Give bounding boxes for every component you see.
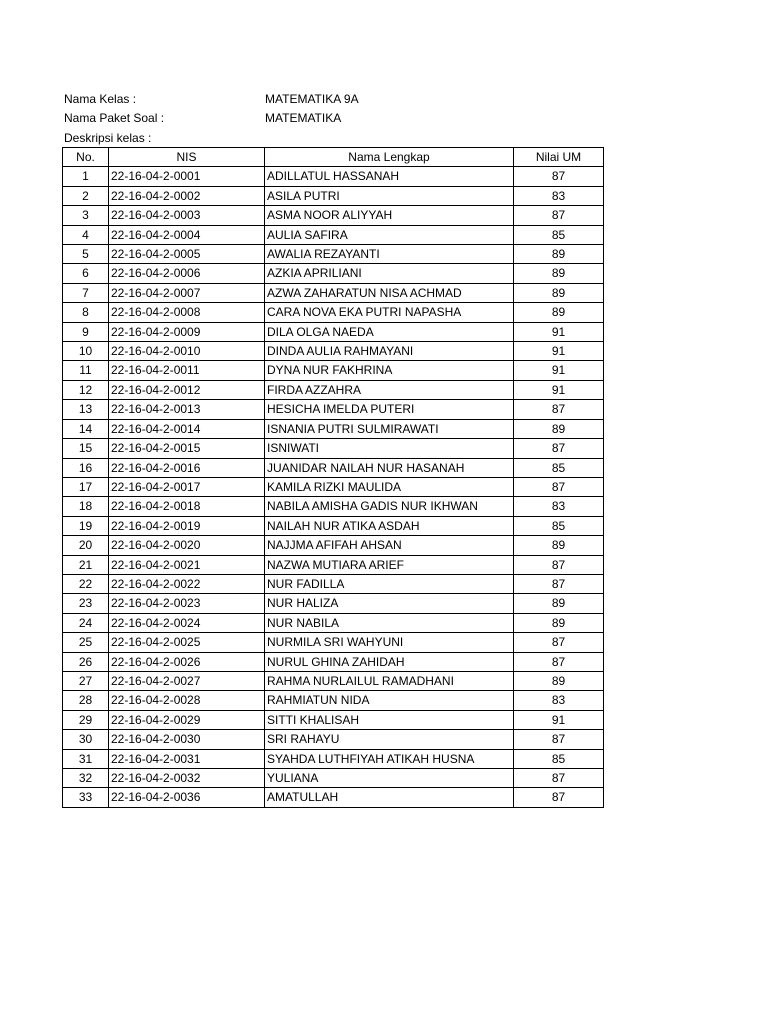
student-score: 87: [514, 574, 604, 593]
student-nis: 22-16-04-2-0031: [109, 749, 265, 768]
student-score: 87: [514, 400, 604, 419]
package-name-value: MATEMATIKA: [265, 111, 342, 126]
student-name: RAHMIATUN NIDA: [265, 691, 514, 710]
student-name: NABILA AMISHA GADIS NUR IKHWAN: [265, 497, 514, 516]
student-nis: 22-16-04-2-0005: [109, 245, 265, 264]
student-score: 91: [514, 342, 604, 361]
student-nis: 22-16-04-2-0001: [109, 167, 265, 186]
row-number: 2: [63, 186, 109, 205]
student-score: 89: [514, 613, 604, 632]
class-description-value: [265, 129, 604, 148]
table-row: [63, 574, 604, 593]
table-row: [63, 730, 604, 749]
student-name: RAHMA NURLAILUL RAMADHANI: [265, 671, 514, 690]
student-score: 91: [514, 710, 604, 729]
table-row: [63, 788, 604, 807]
student-score: 89: [514, 245, 604, 264]
student-score: 89: [514, 264, 604, 283]
row-number: 14: [63, 419, 109, 438]
row-number: 19: [63, 516, 109, 535]
row-number: 7: [63, 283, 109, 302]
row-number: 22: [63, 574, 109, 593]
student-nis: 22-16-04-2-0007: [109, 283, 265, 302]
class-description-row: [64, 129, 604, 148]
student-name: ISNANIA PUTRI SULMIRAWATI: [265, 419, 514, 438]
student-nis: 22-16-04-2-0009: [109, 322, 265, 341]
student-name: NAILAH NUR ATIKA ASDAH: [265, 516, 514, 535]
student-score: 87: [514, 555, 604, 574]
row-number: 27: [63, 671, 109, 690]
student-nis: 22-16-04-2-0029: [109, 710, 265, 729]
student-score: 87: [514, 633, 604, 652]
student-score: 85: [514, 516, 604, 535]
student-nis: 22-16-04-2-0013: [109, 400, 265, 419]
table-row: [63, 594, 604, 613]
student-nis: 22-16-04-2-0036: [109, 788, 265, 807]
student-name: NUR HALIZA: [265, 594, 514, 613]
student-nis: 22-16-04-2-0026: [109, 652, 265, 671]
student-score: 87: [514, 439, 604, 458]
student-name: JUANIDAR NAILAH NUR HASANAH: [265, 458, 514, 477]
student-nis: 22-16-04-2-0021: [109, 555, 265, 574]
student-name: AWALIA REZAYANTI: [265, 245, 514, 264]
student-name: SYAHDA LUTHFIYAH ATIKAH HUSNA: [265, 749, 514, 768]
table-row: [63, 361, 604, 380]
student-nis: 22-16-04-2-0012: [109, 380, 265, 399]
table-row: [63, 497, 604, 516]
student-score: 87: [514, 477, 604, 496]
student-score: 83: [514, 691, 604, 710]
student-nis: 22-16-04-2-0008: [109, 303, 265, 322]
row-number: 20: [63, 536, 109, 555]
package-name-row: [64, 109, 604, 128]
table-row: [63, 458, 604, 477]
table-row: [63, 613, 604, 632]
student-nis: 22-16-04-2-0020: [109, 536, 265, 555]
class-info: [64, 90, 604, 148]
table-row: [63, 380, 604, 399]
table-row: [63, 322, 604, 341]
student-name: DILA OLGA NAEDA: [265, 322, 514, 341]
table-row: [63, 439, 604, 458]
table-row: [63, 303, 604, 322]
student-nis: 22-16-04-2-0022: [109, 574, 265, 593]
student-nis: 22-16-04-2-0004: [109, 225, 265, 244]
student-name: CARA NOVA EKA PUTRI NAPASHA: [265, 303, 514, 322]
student-name: SITTI KHALISAH: [265, 710, 514, 729]
table-header-row: [63, 148, 604, 167]
student-score: 89: [514, 419, 604, 438]
table-row: [63, 245, 604, 264]
row-number: 18: [63, 497, 109, 516]
class-name-row: [64, 90, 604, 109]
student-name: DYNA NUR FAKHRINA: [265, 361, 514, 380]
student-name: FIRDA AZZAHRA: [265, 380, 514, 399]
student-name: NURMILA SRI WAHYUNI: [265, 633, 514, 652]
row-number: 23: [63, 594, 109, 613]
student-score: 89: [514, 303, 604, 322]
student-name: AZKIA APRILIANI: [265, 264, 514, 283]
student-nis: 22-16-04-2-0017: [109, 477, 265, 496]
row-number: 1: [63, 167, 109, 186]
student-nis: 22-16-04-2-0016: [109, 458, 265, 477]
student-name: AZWA ZAHARATUN NISA ACHMAD: [265, 283, 514, 302]
row-number: 6: [63, 264, 109, 283]
table-row: [63, 710, 604, 729]
row-number: 17: [63, 477, 109, 496]
table-row: [63, 186, 604, 205]
student-score: 85: [514, 225, 604, 244]
student-score: 87: [514, 167, 604, 186]
student-name: ISNIWATI: [265, 439, 514, 458]
table-row: [63, 225, 604, 244]
row-number: 4: [63, 225, 109, 244]
row-number: 30: [63, 730, 109, 749]
table-row: [63, 206, 604, 225]
student-score: 89: [514, 594, 604, 613]
student-nis: 22-16-04-2-0019: [109, 516, 265, 535]
student-name: NUR FADILLA: [265, 574, 514, 593]
student-score: 89: [514, 536, 604, 555]
student-nis: 22-16-04-2-0025: [109, 633, 265, 652]
student-score: 87: [514, 652, 604, 671]
student-score: 87: [514, 769, 604, 788]
table-row: [63, 419, 604, 438]
student-nis: 22-16-04-2-0003: [109, 206, 265, 225]
student-nis: 22-16-04-2-0028: [109, 691, 265, 710]
class-name-value: MATEMATIKA 9A: [265, 92, 359, 106]
student-name: AMATULLAH: [265, 788, 514, 807]
student-score: 91: [514, 322, 604, 341]
student-score: 83: [514, 186, 604, 205]
row-number: 13: [63, 400, 109, 419]
row-number: 24: [63, 613, 109, 632]
student-score: 85: [514, 749, 604, 768]
student-score: 91: [514, 361, 604, 380]
student-nis: 22-16-04-2-0011: [109, 361, 265, 380]
student-name: ASMA NOOR ALIYYAH: [265, 206, 514, 225]
row-number: 21: [63, 555, 109, 574]
row-number: 8: [63, 303, 109, 322]
table-row: [63, 477, 604, 496]
table-row: [63, 167, 604, 186]
grades-table: [62, 147, 604, 808]
table-row: [63, 264, 604, 283]
row-number: 3: [63, 206, 109, 225]
row-number: 32: [63, 769, 109, 788]
row-number: 12: [63, 380, 109, 399]
student-score: 85: [514, 458, 604, 477]
student-nis: 22-16-04-2-0023: [109, 594, 265, 613]
column-header-name: Nama Lengkap: [265, 148, 514, 167]
table-row: [63, 536, 604, 555]
student-nis: 22-16-04-2-0027: [109, 671, 265, 690]
student-score: 89: [514, 283, 604, 302]
student-name: AULIA SAFIRA: [265, 225, 514, 244]
row-number: 16: [63, 458, 109, 477]
package-name-label: Nama Paket Soal :: [64, 111, 165, 126]
row-number: 31: [63, 749, 109, 768]
student-score: 87: [514, 206, 604, 225]
row-number: 10: [63, 342, 109, 361]
student-nis: 22-16-04-2-0015: [109, 439, 265, 458]
student-name: NUR NABILA: [265, 613, 514, 632]
table-row: [63, 400, 604, 419]
student-nis: 22-16-04-2-0014: [109, 419, 265, 438]
student-score: 87: [514, 730, 604, 749]
table-row: [63, 555, 604, 574]
student-nis: 22-16-04-2-0030: [109, 730, 265, 749]
student-nis: 22-16-04-2-0002: [109, 186, 265, 205]
row-number: 11: [63, 361, 109, 380]
table-row: [63, 691, 604, 710]
table-row: [63, 516, 604, 535]
student-nis: 22-16-04-2-0018: [109, 497, 265, 516]
student-name: KAMILA RIZKI MAULIDA: [265, 477, 514, 496]
student-nis: 22-16-04-2-0010: [109, 342, 265, 361]
row-number: 28: [63, 691, 109, 710]
row-number: 33: [63, 788, 109, 807]
table-row: [63, 633, 604, 652]
student-name: ADILLATUL HASSANAH: [265, 167, 514, 186]
student-score: 91: [514, 380, 604, 399]
student-score: 87: [514, 788, 604, 807]
class-name-label: Nama Kelas :: [64, 92, 137, 106]
class-description-label: Deskripsi kelas :: [64, 130, 152, 145]
student-name: YULIANA: [265, 769, 514, 788]
table-row: [63, 283, 604, 302]
student-score: 89: [514, 671, 604, 690]
table-row: [63, 749, 604, 768]
student-name: ASILA PUTRI: [265, 186, 514, 205]
row-number: 9: [63, 322, 109, 341]
column-header-nis: NIS: [109, 148, 265, 167]
student-name: SRI RAHAYU: [265, 730, 514, 749]
student-name: NURUL GHINA ZAHIDAH: [265, 652, 514, 671]
table-row: [63, 671, 604, 690]
table-row: [63, 342, 604, 361]
table-row: [63, 652, 604, 671]
student-score: 83: [514, 497, 604, 516]
row-number: 5: [63, 245, 109, 264]
student-name: DINDA AULIA RAHMAYANI: [265, 342, 514, 361]
student-name: HESICHA IMELDA PUTERI: [265, 400, 514, 419]
student-name: NAZWA MUTIARA ARIEF: [265, 555, 514, 574]
column-header-score: Nilai UM: [514, 148, 604, 167]
student-nis: 22-16-04-2-0032: [109, 769, 265, 788]
row-number: 26: [63, 652, 109, 671]
table-row: [63, 769, 604, 788]
student-nis: 22-16-04-2-0024: [109, 613, 265, 632]
row-number: 25: [63, 633, 109, 652]
row-number: 15: [63, 439, 109, 458]
student-nis: 22-16-04-2-0006: [109, 264, 265, 283]
column-header-no: No.: [63, 148, 109, 167]
row-number: 29: [63, 710, 109, 729]
student-name: NAJJMA AFIFAH AHSAN: [265, 536, 514, 555]
